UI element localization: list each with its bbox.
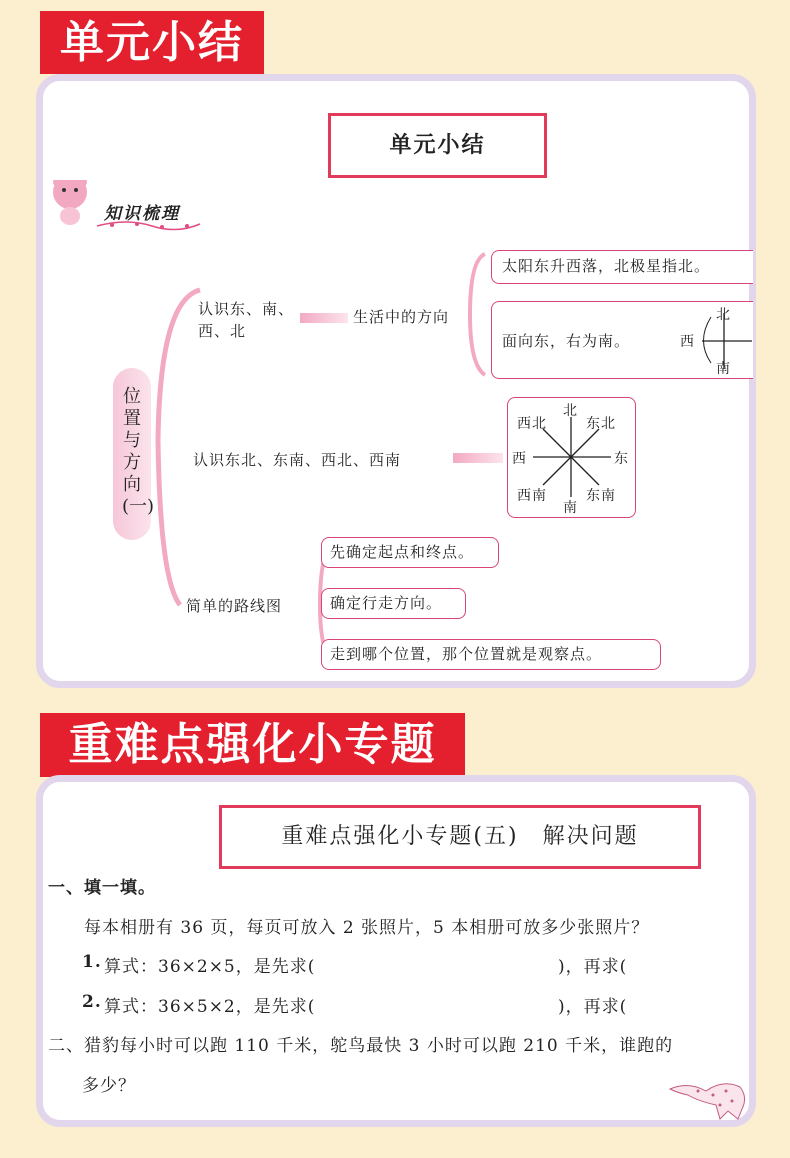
section-label-knowledge: 知识梳理 xyxy=(104,204,180,224)
topic-title: 重难点强化小专题(五) 解决问题 xyxy=(219,805,701,869)
branch1-label: 认识东、南、西、北 xyxy=(198,300,295,340)
branch1-note2: 面向东，右为南。 xyxy=(502,332,631,350)
summary-banner: 单元小结 xyxy=(40,11,264,74)
part1-heading: 一、填一填。 xyxy=(48,878,156,898)
compass-se: 东南 xyxy=(586,488,616,504)
leopard-illustration-icon xyxy=(668,1075,748,1121)
compass-ne: 东北 xyxy=(586,416,616,432)
q2-text: 算式：36×5×2，是先求( xyxy=(104,997,316,1017)
branch1-note1: 太阳东升西落，北极星指北。 xyxy=(491,250,753,284)
compass-small-south: 南 xyxy=(716,361,731,377)
branch2-connector xyxy=(453,453,503,463)
q2-number: 2. xyxy=(82,992,102,1012)
summary-title: 单元小结 xyxy=(328,113,547,178)
compass-n: 北 xyxy=(563,403,578,419)
problem-text: 每本相册有 36 页，每页可放入 2 张照片，5 本相册可放多少张照片？ xyxy=(84,918,650,938)
q1-number: 1. xyxy=(82,952,102,972)
branch1-connector xyxy=(300,313,348,323)
route-step-2: 确定行走方向。 xyxy=(321,588,466,619)
topic-banner: 重难点强化小专题 xyxy=(40,713,465,777)
q1-tail: )，再求( xyxy=(558,957,628,977)
compass-e: 东 xyxy=(614,451,629,467)
compass-small-west: 西 xyxy=(680,334,695,350)
compass-sw: 西南 xyxy=(517,488,547,504)
route-step-1: 先确定起点和终点。 xyxy=(321,537,499,568)
part2-line1: 二、猎豹每小时可以跑 110 千米，鸵鸟最快 3 小时可以跑 210 千米，谁跑的 xyxy=(48,1036,674,1056)
compass-w: 西 xyxy=(512,451,527,467)
compass-small-north: 北 xyxy=(716,307,731,323)
center-topic xyxy=(113,368,155,540)
q1-text: 算式：36×2×5，是先求( xyxy=(104,957,316,977)
center-topic-text: 位置与方向(一) xyxy=(122,386,155,517)
compass-s: 南 xyxy=(563,500,578,516)
route-step-3: 走到哪个位置，那个位置就是观察点。 xyxy=(321,639,661,670)
branch2-label: 认识东北、东南、西北、西南 xyxy=(193,451,402,469)
q2-tail: )，再求( xyxy=(558,997,628,1017)
branch3-label: 简单的路线图 xyxy=(186,597,283,615)
compass-nw: 西北 xyxy=(517,416,547,432)
branch1-middle: 生活中的方向 xyxy=(353,308,450,326)
part2-line2: 多少？ xyxy=(82,1076,136,1096)
